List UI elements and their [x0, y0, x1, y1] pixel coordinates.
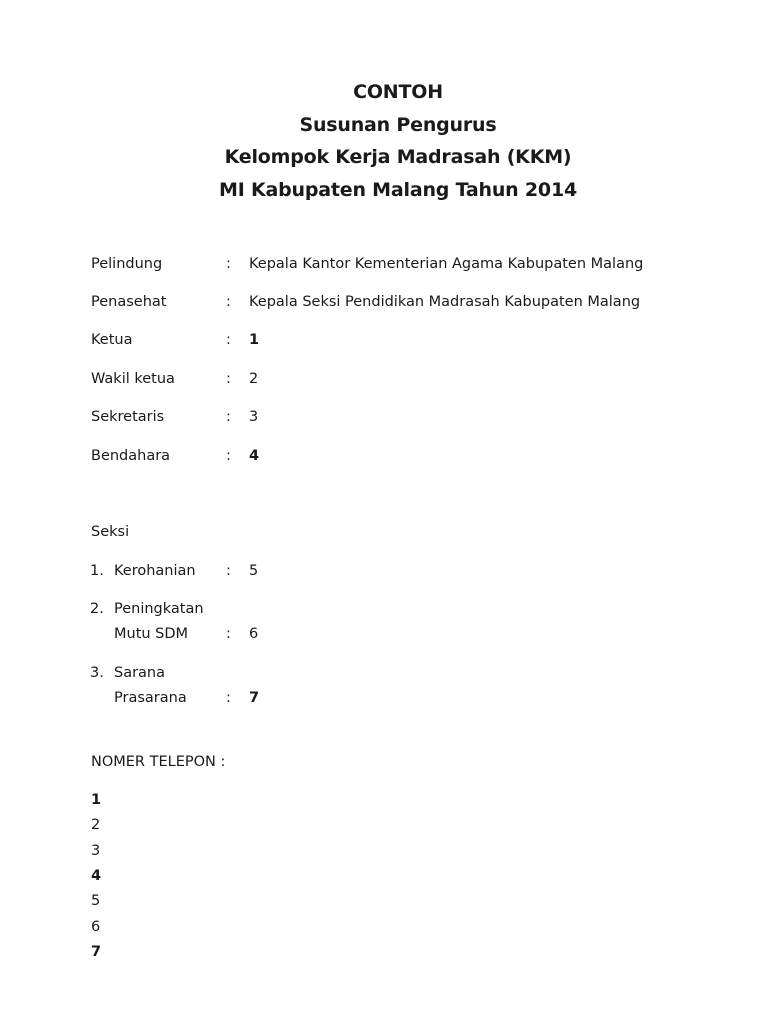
officer-value-ketua: 1 [249, 332, 260, 348]
section-value-kerohanian: 5 [249, 563, 259, 579]
officer-value-sekretaris: 3 [249, 409, 259, 425]
section-label-prasarana: Prasarana [114, 690, 187, 706]
officer-value-wakil-ketua: 2 [249, 371, 259, 387]
officer-value-penasehat: Kepala Seksi Pendidikan Madrasah Kabupaten Malang [249, 294, 641, 310]
phone-heading: NOMER TELEPON : [91, 754, 226, 770]
section-value-prasarana: 7 [249, 690, 260, 706]
officer-label-bendahara: Bendahara [91, 448, 171, 464]
officer-colon: : [226, 371, 231, 387]
title-line-mi: MI Kabupaten Malang Tahun 2014 [218, 178, 577, 201]
section-label-sarana: Sarana [114, 665, 166, 681]
officer-colon: : [226, 294, 231, 310]
title-line-contoh: CONTOH [353, 81, 443, 103]
officer-label-wakil-ketua: Wakil ketua [91, 371, 175, 387]
section-colon: : [226, 563, 231, 579]
title-line-kkm: Kelompok Kerja Madrasah (KKM) [224, 146, 572, 168]
phone-number: 7 [91, 944, 102, 960]
officer-colon: : [226, 332, 231, 348]
section-number: 1. [90, 563, 104, 579]
officer-value-bendahara: 4 [249, 448, 260, 464]
officer-colon: : [226, 448, 231, 464]
officer-label-sekretaris: Sekretaris [91, 409, 165, 425]
officer-label-penasehat: Penasehat [91, 294, 167, 310]
section-value-mutu-sdm: 6 [249, 626, 259, 642]
officer-value-pelindung: Kepala Kantor Kementerian Agama Kabupaten Malang [249, 256, 644, 272]
phone-number: 6 [91, 919, 101, 935]
officer-label-pelindung: Pelindung [91, 256, 163, 272]
officer-label-ketua: Ketua [91, 332, 133, 348]
phone-number: 4 [91, 868, 102, 884]
phone-number: 3 [91, 843, 101, 859]
section-colon: : [226, 690, 231, 706]
phone-number: 1 [91, 792, 102, 808]
section-label-kerohanian: Kerohanian [114, 563, 196, 579]
sections-heading: Seksi [91, 524, 130, 540]
section-label-peningkatan: Peningkatan [114, 601, 204, 617]
section-label-mutu-sdm: Mutu SDM [114, 626, 189, 642]
officer-colon: : [226, 256, 231, 272]
section-number: 2. [90, 601, 104, 617]
title-line-susunan: Susunan Pengurus [299, 113, 497, 136]
document-title [0, 76, 768, 206]
section-colon: : [226, 626, 231, 642]
phone-number: 5 [91, 893, 101, 909]
phone-number: 2 [91, 817, 101, 833]
section-number: 3. [90, 665, 104, 681]
officer-colon: : [226, 409, 231, 425]
